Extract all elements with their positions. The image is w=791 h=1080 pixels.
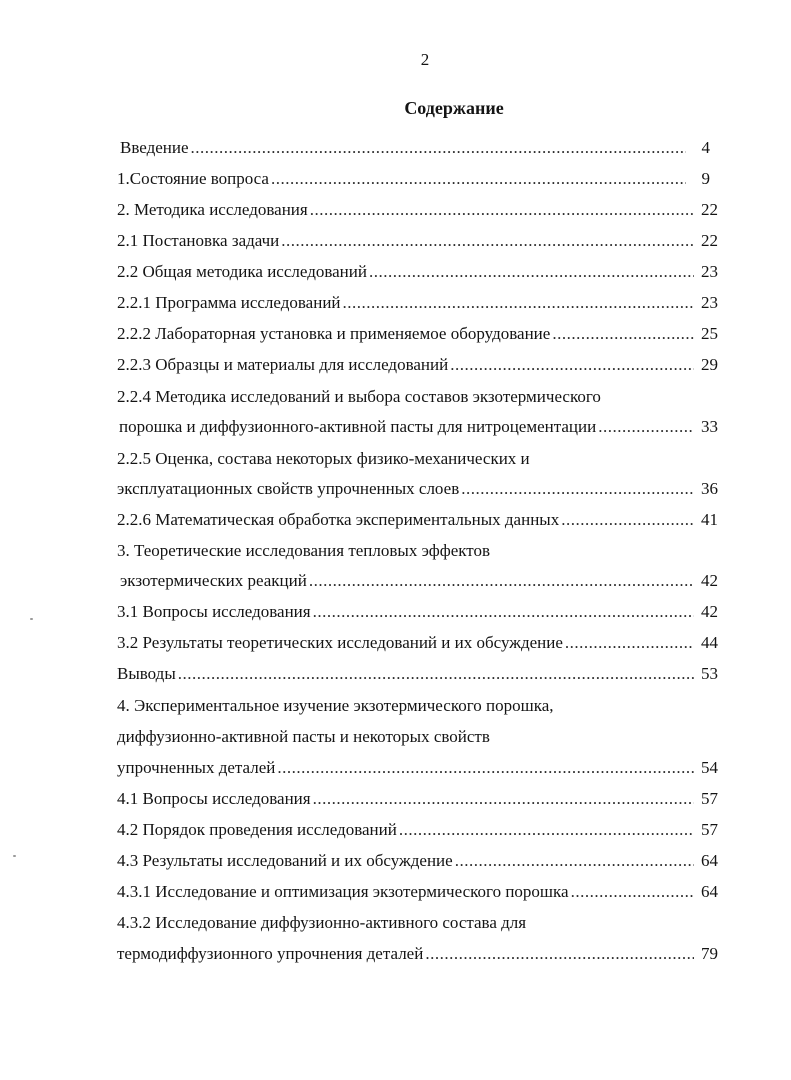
toc-entry <box>117 663 718 685</box>
toc-entry-page: 42 <box>701 602 718 621</box>
toc-entry-page: 23 <box>701 262 718 281</box>
toc-entry-title: 3.1 Вопросы исследования <box>117 602 311 621</box>
toc-leader-dots <box>565 632 694 654</box>
toc-entry-title: 2.2.4 Методика исследований и выбора составов экзотермического <box>117 387 601 406</box>
toc-entry <box>117 540 718 562</box>
toc-entry-page: 33 <box>701 417 718 436</box>
toc-entry <box>117 819 718 841</box>
toc-entry <box>117 509 718 531</box>
toc-entry <box>117 881 718 903</box>
toc-entry-title: порошка и диффузионного-активной пасты для нитроцементации <box>119 417 597 436</box>
toc-entry-page: 4 <box>701 138 710 157</box>
page-number: 2 <box>420 50 430 69</box>
toc-entry <box>117 448 718 470</box>
toc-entry-page: 22 <box>701 231 718 250</box>
toc-entry-page: 22 <box>701 200 718 219</box>
toc-leader-dots <box>561 509 694 531</box>
scan-speck <box>13 855 16 857</box>
toc-entry <box>117 386 718 408</box>
toc-entry <box>117 261 718 283</box>
toc-entry <box>117 199 718 221</box>
toc-entry-title: диффузионно-активной пасты и некоторых свойств <box>117 727 490 746</box>
toc-leader-dots <box>455 850 694 872</box>
toc-entry <box>117 230 718 252</box>
toc-entry-page: 54 <box>701 758 718 777</box>
toc-entry <box>117 601 718 623</box>
toc-entry-page: 79 <box>701 944 718 963</box>
toc-leader-dots <box>271 168 686 190</box>
toc-entry <box>117 632 718 654</box>
toc-entry-title: 4.1 Вопросы исследования <box>117 789 311 808</box>
toc-entry <box>117 168 710 190</box>
toc-entry-page: 42 <box>701 571 718 590</box>
toc-entry-page: 64 <box>701 882 718 901</box>
toc-entry <box>117 478 718 500</box>
toc-entry-page: 25 <box>701 324 718 343</box>
toc-entry-title: 2.2.5 Оценка, состава некоторых физико-механических и <box>117 449 530 468</box>
toc-leader-dots <box>369 261 694 283</box>
toc-entry-title: Выводы <box>117 664 176 683</box>
toc-leader-dots <box>313 788 694 810</box>
toc-entry-page: 57 <box>701 789 718 808</box>
toc-leader-dots <box>277 757 694 779</box>
toc-leader-dots <box>281 230 694 252</box>
toc-entry <box>117 912 718 934</box>
toc-entry <box>117 943 718 965</box>
toc-entry <box>117 757 718 779</box>
toc-entry <box>117 788 718 810</box>
toc-entry <box>117 695 718 717</box>
toc-leader-dots <box>313 601 694 623</box>
toc-leader-dots <box>450 354 694 376</box>
toc-entry-page: 9 <box>701 169 710 188</box>
toc-entry-title: 2.2.1 Программа исследований <box>117 293 341 312</box>
toc-entry <box>117 726 718 748</box>
toc-entry-title: 2.2.6 Математическая обработка экспериментальных данных <box>117 510 560 529</box>
toc-entry-title: 4.3.1 Исследование и оптимизация экзотермического порошка <box>117 882 569 901</box>
toc-entry-page: 53 <box>701 664 718 683</box>
toc-entry-title: упрочненных деталей <box>117 758 276 777</box>
toc-entry-title: 3.2 Результаты теоретических исследований и их обсуждение <box>117 633 563 652</box>
toc-entry <box>117 354 718 376</box>
toc-leader-dots <box>598 416 694 438</box>
toc-entry-page: 36 <box>701 479 718 498</box>
toc-entry-title: Введение <box>120 138 189 157</box>
toc-leader-dots <box>191 137 686 159</box>
toc-entry-page: 23 <box>701 293 718 312</box>
toc-entry-title: 2.2.3 Образцы и материалы для исследований <box>117 355 449 374</box>
toc-entry-page: 41 <box>701 510 718 529</box>
toc-leader-dots <box>399 819 694 841</box>
page-title: Содержание <box>404 98 504 118</box>
toc-entry-title: 4.2 Порядок проведения исследований <box>117 820 397 839</box>
toc-entry-title: эксплуатационных свойств упрочненных слоев <box>117 479 460 498</box>
toc-entry-title: 2.2.2 Лабораторная установка и применяемое оборудование <box>117 324 551 343</box>
toc-leader-dots <box>309 570 694 592</box>
toc-leader-dots <box>425 943 694 965</box>
toc-entry <box>117 323 718 345</box>
toc-leader-dots <box>571 881 694 903</box>
toc-leader-dots <box>343 292 694 314</box>
toc-entry-title: 3. Теоретические исследования тепловых эффектов <box>117 541 491 560</box>
toc-leader-dots <box>461 478 694 500</box>
toc-entry-title: 4.3.2 Исследование диффузионно-активного состава для <box>117 913 527 932</box>
toc-entry-title: термодиффузионного упрочнения деталей <box>117 944 424 963</box>
toc-entry-page: 64 <box>701 851 718 870</box>
toc-entry-page: 44 <box>701 633 718 652</box>
toc-entry-title: 4. Экспериментальное изучение экзотермического порошка, <box>117 696 554 715</box>
toc-entry-title: 4.3 Результаты исследований и их обсуждение <box>117 851 453 870</box>
toc-entry-page: 29 <box>701 355 718 374</box>
toc-entry <box>120 570 718 592</box>
toc-entry <box>117 850 718 872</box>
toc-leader-dots <box>310 199 694 221</box>
toc-leader-dots <box>178 663 694 685</box>
toc-entry-page: 57 <box>701 820 718 839</box>
toc-leader-dots <box>552 323 694 345</box>
scan-speck <box>30 618 33 620</box>
toc-entry-title: 2.2 Общая методика исследований <box>117 262 367 281</box>
toc-entry-title: 1.Состояние вопроса <box>117 169 269 188</box>
toc-entry-title: 2. Методика исследования <box>117 200 308 219</box>
toc-entry <box>119 416 718 438</box>
toc-entry-title: 2.1 Постановка задачи <box>117 231 280 250</box>
toc-entry-title: экзотермических реакций <box>120 571 307 590</box>
toc-entry <box>117 292 718 314</box>
toc-entry <box>120 137 710 159</box>
